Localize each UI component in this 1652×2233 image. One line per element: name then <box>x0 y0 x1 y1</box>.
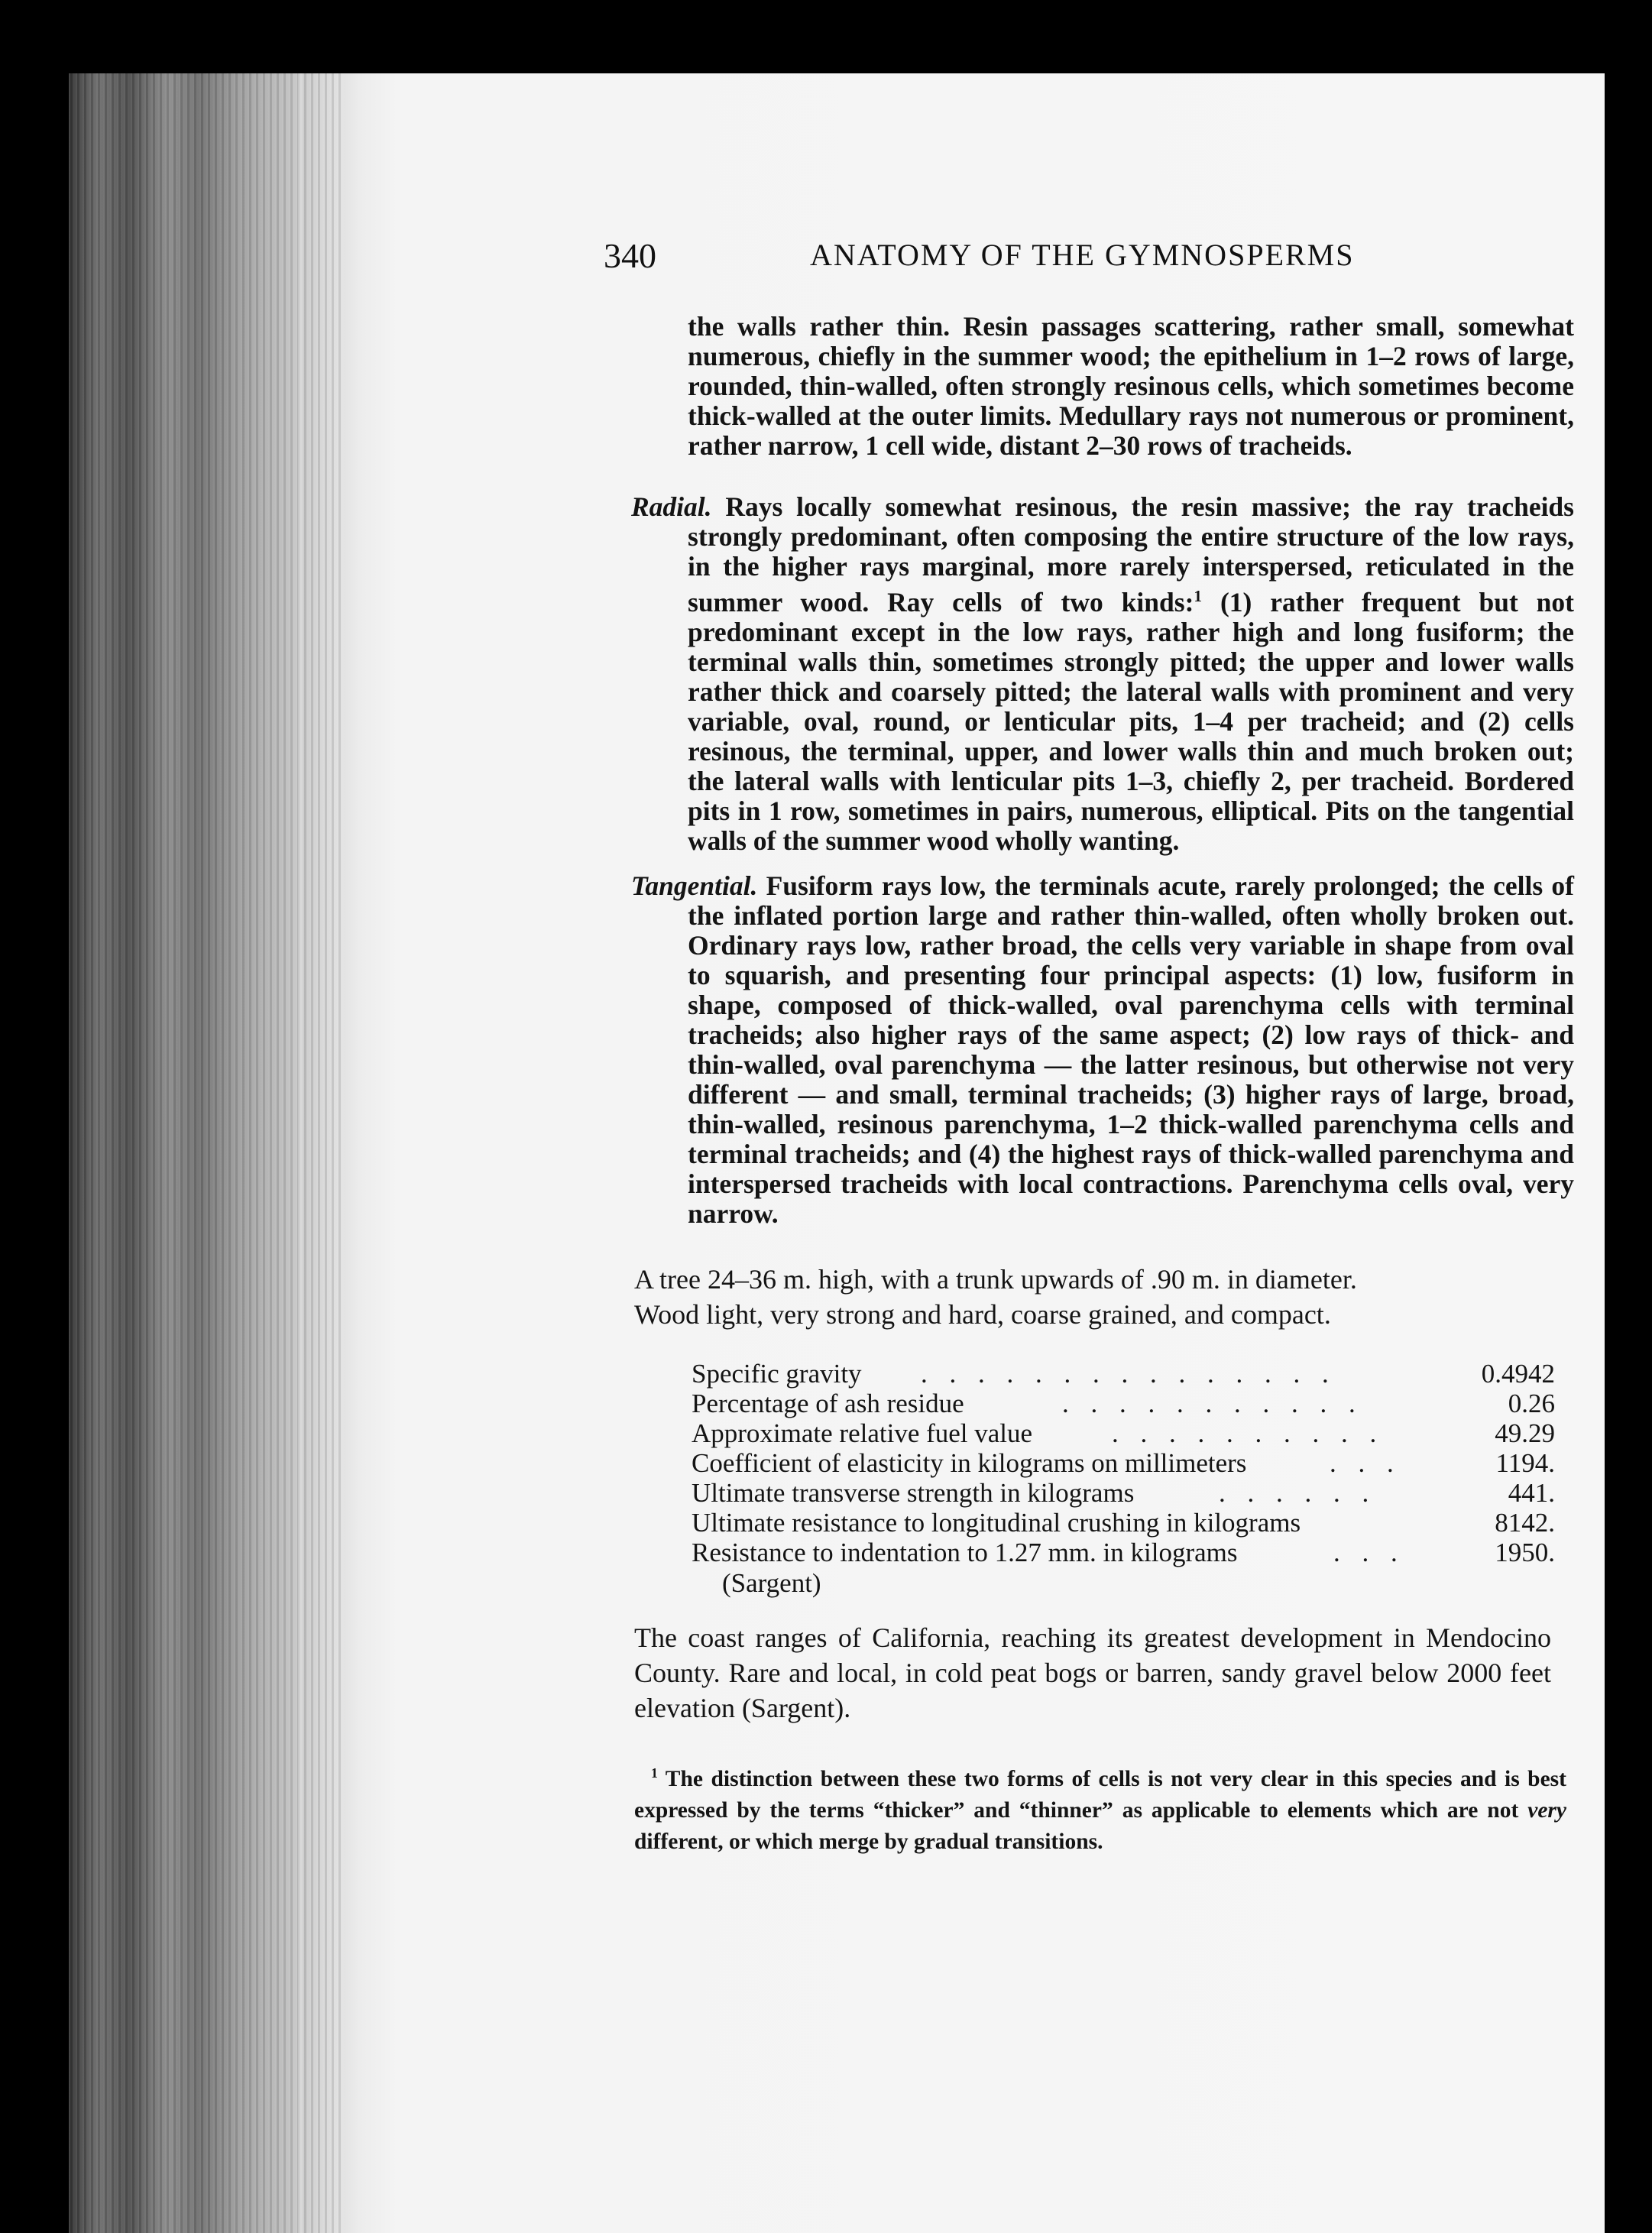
property-value: 0.4942 <box>1481 1359 1555 1389</box>
footnote-reference: 1 <box>1194 587 1203 605</box>
property-label: Ultimate resistance to longitudinal crushing in kilograms <box>692 1508 1301 1538</box>
property-value: 1950. <box>1495 1538 1555 1567</box>
property-label: Percentage of ash residue <box>692 1389 964 1418</box>
property-row <box>692 1389 1555 1418</box>
property-row <box>692 1418 1555 1448</box>
property-row <box>692 1359 1555 1389</box>
property-label: Coefficient of elasticity in kilograms on millimeters <box>692 1448 1247 1478</box>
property-value: 49.29 <box>1495 1418 1555 1448</box>
wood-description: Wood light, very strong and hard, coarse grained, and compact. <box>634 1299 1331 1330</box>
transverse-section-continuation <box>688 312 1574 461</box>
footnote <box>634 1758 1566 1858</box>
footnote-mark: 1 <box>651 1765 658 1781</box>
property-label: Ultimate transverse strength in kilograms <box>692 1478 1135 1508</box>
leader-dots: . . . <box>1333 1538 1405 1567</box>
footnote-text-part1: The distinction between these two forms of cells is not very clear in this species and is best expressed by the terms “thicker” and “thinner” as applicable to elements which are not <box>634 1766 1566 1823</box>
leader-dots: . . . . . . . . . . . . . . . <box>921 1359 1336 1389</box>
radial-text-part1: Rays locally somewhat resinous, the resin massive; the ray tracheids strongly predominant, often composing the entire structure of the low rays, in the higher rays marginal, more rarely interspersed, reticulated in the summer wood. Ray cells of two kinds: <box>688 491 1574 617</box>
footnote-text-part2: different, or which merge by gradual transitions. <box>634 1829 1103 1854</box>
properties-table <box>692 1359 1555 1567</box>
property-row <box>692 1538 1555 1567</box>
property-value: 441. <box>1508 1478 1555 1508</box>
footnote-text <box>634 1758 1566 1858</box>
property-label: Resistance to indentation to 1.27 mm. in kilograms <box>692 1538 1238 1567</box>
distribution-paragraph: The coast ranges of California, reaching its greatest development in Mendocino County. Rare and local, in cold peat bogs or barren, sandy gravel below 2000 feet elevation (Sargent). <box>634 1622 1551 1723</box>
tangential-text: Fusiform rays low, the terminals acute, rarely prolonged; the cells of the inflated portion large and rather thin-walled, often wholly broken out. Ordinary rays low, rather broad, the cells very variable in shape from oval to squarish, and presenting four principal aspects: (1) low, fusiform in shape, composed of thick-walled, oval parenchyma cells with terminal tracheids; also higher rays of the same aspect; (2) low rays of thick- and thin-walled, oval parenchyma — the latter resinous, but otherwise not very different — and small, terminal tracheids; (3) higher rays of large, broad, thin-walled, resinous parenchyma, 1–2 thick-walled parenchyma cells and terminal tracheids; and (4) the highest rays of thick-walled parenchyma and interspersed tracheids with local contractions. Parenchyma cells oval, very narrow. <box>688 870 1574 1229</box>
tree-description: A tree 24–36 m. high, with a trunk upwards of .90 m. in diameter. <box>634 1264 1357 1295</box>
property-value: 1194. <box>1495 1448 1555 1478</box>
citation: (Sargent) <box>722 1568 821 1598</box>
footnote-emphasis: very <box>1527 1797 1566 1823</box>
radial-text-part2: (1) rather frequent but not predominant except in the low rays, rather high and long fusiform; the terminal walls thin, sometimes strongly pitted; the upper and lower walls rather thick and coarsely pitted; the lateral walls with prominent and very variable, oval, round, or lenticular pits, 1–4 per tracheid; and (2) cells resinous, the terminal, upper, and lower walls thin and much broken out; the lateral walls with lenticular pits 1–3, chiefly 2, per tracheid. Bordered pits in 1 row, sometimes in pairs, numerous, elliptical. Pits on the tangential walls of the summer wood wholly wanting. <box>688 586 1574 856</box>
radial-label: Radial. <box>631 491 712 522</box>
leader-dots: . . . <box>1330 1448 1401 1478</box>
tangential-section <box>631 871 1574 1229</box>
running-title: ANATOMY OF THE GYMNOSPERMS <box>810 238 1355 272</box>
leader-dots: . . . . . . <box>1219 1478 1377 1508</box>
radial-section <box>631 492 1574 856</box>
property-row <box>692 1508 1555 1538</box>
tangential-label: Tangential. <box>631 870 758 901</box>
property-row <box>692 1448 1555 1478</box>
leader-dots: . . . . . . . . . . . <box>1062 1389 1363 1418</box>
property-label: Specific gravity <box>692 1359 862 1389</box>
property-row <box>692 1478 1555 1508</box>
paragraph-text: the walls rather thin. Resin passages scattering, rather small, somewhat numerous, chiefly in the summer wood; the epithelium in 1–2 rows of large, rounded, thin-walled, often strongly resinous cells, which sometimes become thick-walled at the outer limits. Medullary rays not numerous or prominent, rather narrow, 1 cell wide, distant 2–30 rows of tracheids. <box>688 311 1574 461</box>
leader-dots: . . . . . . . . . . <box>1112 1418 1385 1448</box>
page-number: 340 <box>604 236 656 275</box>
property-value: 8142. <box>1495 1508 1555 1538</box>
running-head <box>604 235 1566 281</box>
property-value: 0.26 <box>1508 1389 1555 1418</box>
property-label: Approximate relative fuel value <box>692 1418 1033 1448</box>
